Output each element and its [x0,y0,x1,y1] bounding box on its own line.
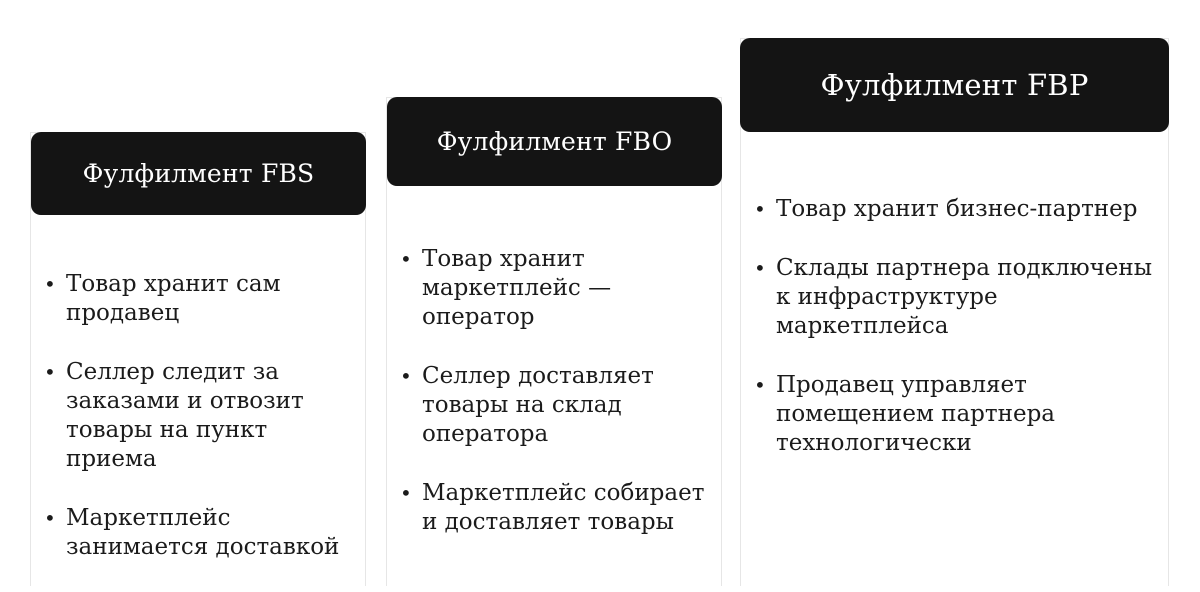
bullet-icon: • [754,256,766,280]
bullet-text: Товар хранит сам продавец [66,271,281,326]
bullet-text: Маркетплейс собирает и доставляет товары [422,480,705,535]
column-fbs-list [42,270,362,592]
column-fbo-list [398,245,718,567]
list-item [42,358,362,474]
bullet-icon: • [44,272,56,296]
bullet-icon: • [44,506,56,530]
bullet-icon: • [400,481,412,505]
column-fbp-title: Фулфилмент FBP [740,38,1169,132]
bullet-icon: • [754,373,766,397]
column-fbs-title: Фулфилмент FBS [31,132,366,215]
column-fbo-title: Фулфилмент FBO [387,97,722,186]
bullet-icon: • [400,364,412,388]
list-item [752,195,1162,224]
bullet-text: Селлер доставляет товары на склад оператора [422,363,654,447]
list-item [398,479,718,537]
list-item [398,245,718,332]
bullet-text: Маркетплейс занимается доставкой [66,505,340,560]
bullet-text: Продавец управляет помещением партнера технологически [776,372,1056,456]
bullet-icon: • [44,360,56,384]
bullet-text: Товар хранит маркетплейс — оператор [422,246,612,330]
list-item [42,270,362,328]
list-item [398,362,718,449]
bullet-text: Склады партнера подключены к инфраструктуре маркетплейса [776,255,1153,339]
list-item [752,371,1162,458]
bullet-text: Товар хранит бизнес-партнер [776,196,1138,222]
bullet-icon: • [400,247,412,271]
list-item [42,504,362,562]
bullet-icon: • [754,197,766,221]
column-fbp-list [752,195,1162,488]
bullet-text: Селлер следит за заказами и отвозит товары на пункт приема [66,359,304,472]
list-item [752,254,1162,341]
